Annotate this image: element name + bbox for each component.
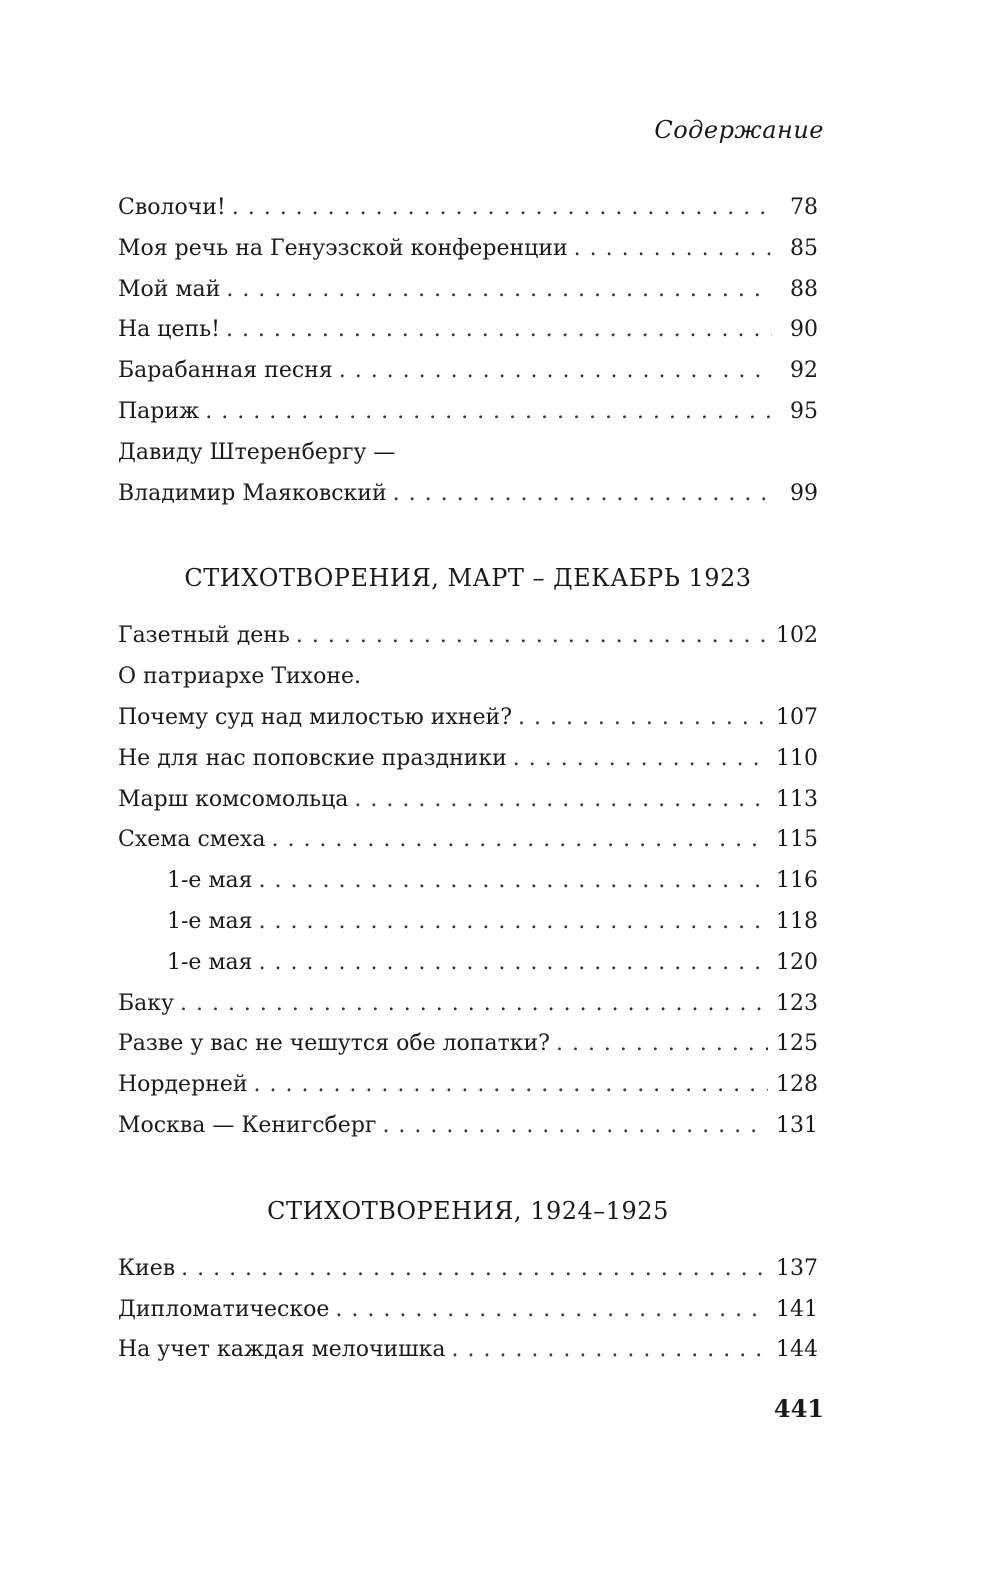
toc-entry (118, 739, 818, 780)
toc-entry-title: Разве у вас не чешутся обе лопатки? (118, 1031, 550, 1057)
toc-entry (118, 820, 818, 861)
toc-entry (118, 1024, 818, 1065)
toc-entry-page: 115 (776, 827, 818, 853)
dot-leader (354, 780, 768, 821)
section-heading: СТИХОТВОРЕНИЯ, МАРТ – ДЕКАБРЬ 1923 (184, 564, 752, 593)
dot-leader (259, 861, 768, 902)
dot-leader (382, 1106, 768, 1147)
dot-leader (574, 229, 772, 270)
dot-leader (518, 698, 768, 739)
dot-leader (181, 1249, 768, 1290)
toc-entry-title: Париж (118, 398, 200, 424)
toc-entry-title: Баку (118, 990, 174, 1016)
toc-entry-title: Моя речь на Генуэзской конференции (118, 235, 568, 261)
toc-entry-title: Владимир Маяковский (118, 480, 387, 506)
toc-entry-title: Барабанная песня (118, 358, 333, 384)
toc-entry-page: 123 (776, 990, 818, 1016)
toc-entry (118, 474, 818, 515)
toc-entry (118, 1290, 818, 1331)
toc-entry (118, 780, 818, 821)
toc-entry (118, 657, 818, 698)
dot-leader (339, 351, 772, 392)
toc-entry-title: Киев (118, 1255, 176, 1281)
toc-entry-title: Марш комсомольца (118, 786, 349, 812)
dot-leader (271, 820, 768, 861)
toc-entry (118, 310, 818, 351)
toc-section (118, 558, 818, 1146)
running-head: Содержание (654, 116, 824, 144)
toc-entry (118, 1065, 818, 1106)
toc-entry-page: 95 (790, 398, 818, 424)
toc-entry (118, 861, 818, 902)
toc-entry-title: Нордерней (118, 1072, 248, 1098)
toc-entry-title: На учет каждая мелочишка (118, 1337, 446, 1363)
toc-entry-title: На цепь! (118, 317, 220, 343)
toc-entry-page: 107 (776, 704, 818, 730)
toc-entry-page: 99 (790, 480, 818, 506)
toc-entry-page: 78 (790, 195, 818, 220)
toc-entry-page: 116 (776, 868, 818, 894)
toc-entry-page: 102 (776, 623, 818, 649)
dot-leader (259, 943, 768, 984)
toc-entry-title: 1-е мая (167, 949, 253, 975)
toc-entry (118, 351, 818, 392)
dot-leader (296, 616, 768, 657)
toc-entry-title: О патриархе Тихоне. (118, 664, 362, 690)
dot-leader (226, 270, 772, 311)
toc-entry-page: 118 (776, 908, 818, 934)
toc-entry (118, 188, 818, 229)
dot-leader (452, 1330, 769, 1371)
toc-entry-title: Газетный день (118, 623, 290, 649)
toc-entry-page: 128 (776, 1072, 818, 1098)
toc-entry-title: Давиду Штеренбергу — (118, 439, 396, 465)
dot-leader (513, 739, 768, 780)
toc-entry-page: 90 (790, 317, 818, 343)
toc-entry-title: Почему суд над милостью ихней? (118, 704, 512, 730)
dot-leader (232, 188, 772, 229)
dot-leader (226, 310, 772, 351)
dot-leader (180, 984, 768, 1025)
toc-entry (118, 984, 818, 1025)
toc-entry-title: 1-е мая (167, 868, 253, 894)
toc-entry-title: Мой май (118, 276, 221, 302)
page-number: 441 (773, 1394, 824, 1423)
toc-entry-page: 88 (790, 276, 818, 302)
toc-entry (118, 616, 818, 657)
toc-entry (118, 433, 818, 474)
toc-entry (118, 1330, 818, 1371)
toc-entry-page: 85 (790, 235, 818, 261)
toc-entry (118, 943, 818, 984)
toc-entry (118, 1249, 818, 1290)
toc-entry-title: Москва — Кенигсберг (118, 1112, 377, 1138)
toc-entry (118, 698, 818, 739)
toc-entry (118, 270, 818, 311)
toc-entry (118, 1106, 818, 1147)
dot-leader (205, 392, 772, 433)
toc-entry (118, 229, 818, 270)
table-of-contents (118, 188, 818, 1371)
toc-entry-title: Дипломатическое (118, 1296, 330, 1322)
toc-section (118, 1191, 818, 1371)
dot-leader (254, 1065, 768, 1106)
toc-entry-page: 110 (776, 745, 818, 771)
toc-entry-page: 125 (776, 1031, 818, 1057)
toc-entry-title: Схема смеха (118, 827, 266, 853)
toc-section (118, 188, 818, 514)
toc-entry (118, 392, 818, 433)
toc-entry-title: Не для нас поповские праздники (118, 745, 507, 771)
dot-leader (259, 902, 768, 943)
toc-entry-page: 144 (776, 1337, 818, 1363)
toc-entry-page: 113 (776, 786, 818, 812)
toc-entry-title: 1-е мая (167, 908, 253, 934)
dot-leader (393, 474, 772, 515)
toc-entry-page: 131 (776, 1112, 818, 1138)
toc-entry-title: Сволочи! (118, 195, 226, 220)
toc-entry-page: 137 (776, 1255, 818, 1281)
toc-entry-page: 92 (790, 358, 818, 384)
toc-entry (118, 902, 818, 943)
section-heading: СТИХОТВОРЕНИЯ, 1924–1925 (267, 1196, 669, 1225)
toc-entry-page: 120 (776, 949, 818, 975)
dot-leader (335, 1290, 768, 1331)
dot-leader (556, 1024, 768, 1065)
toc-entry-page: 141 (776, 1296, 818, 1322)
